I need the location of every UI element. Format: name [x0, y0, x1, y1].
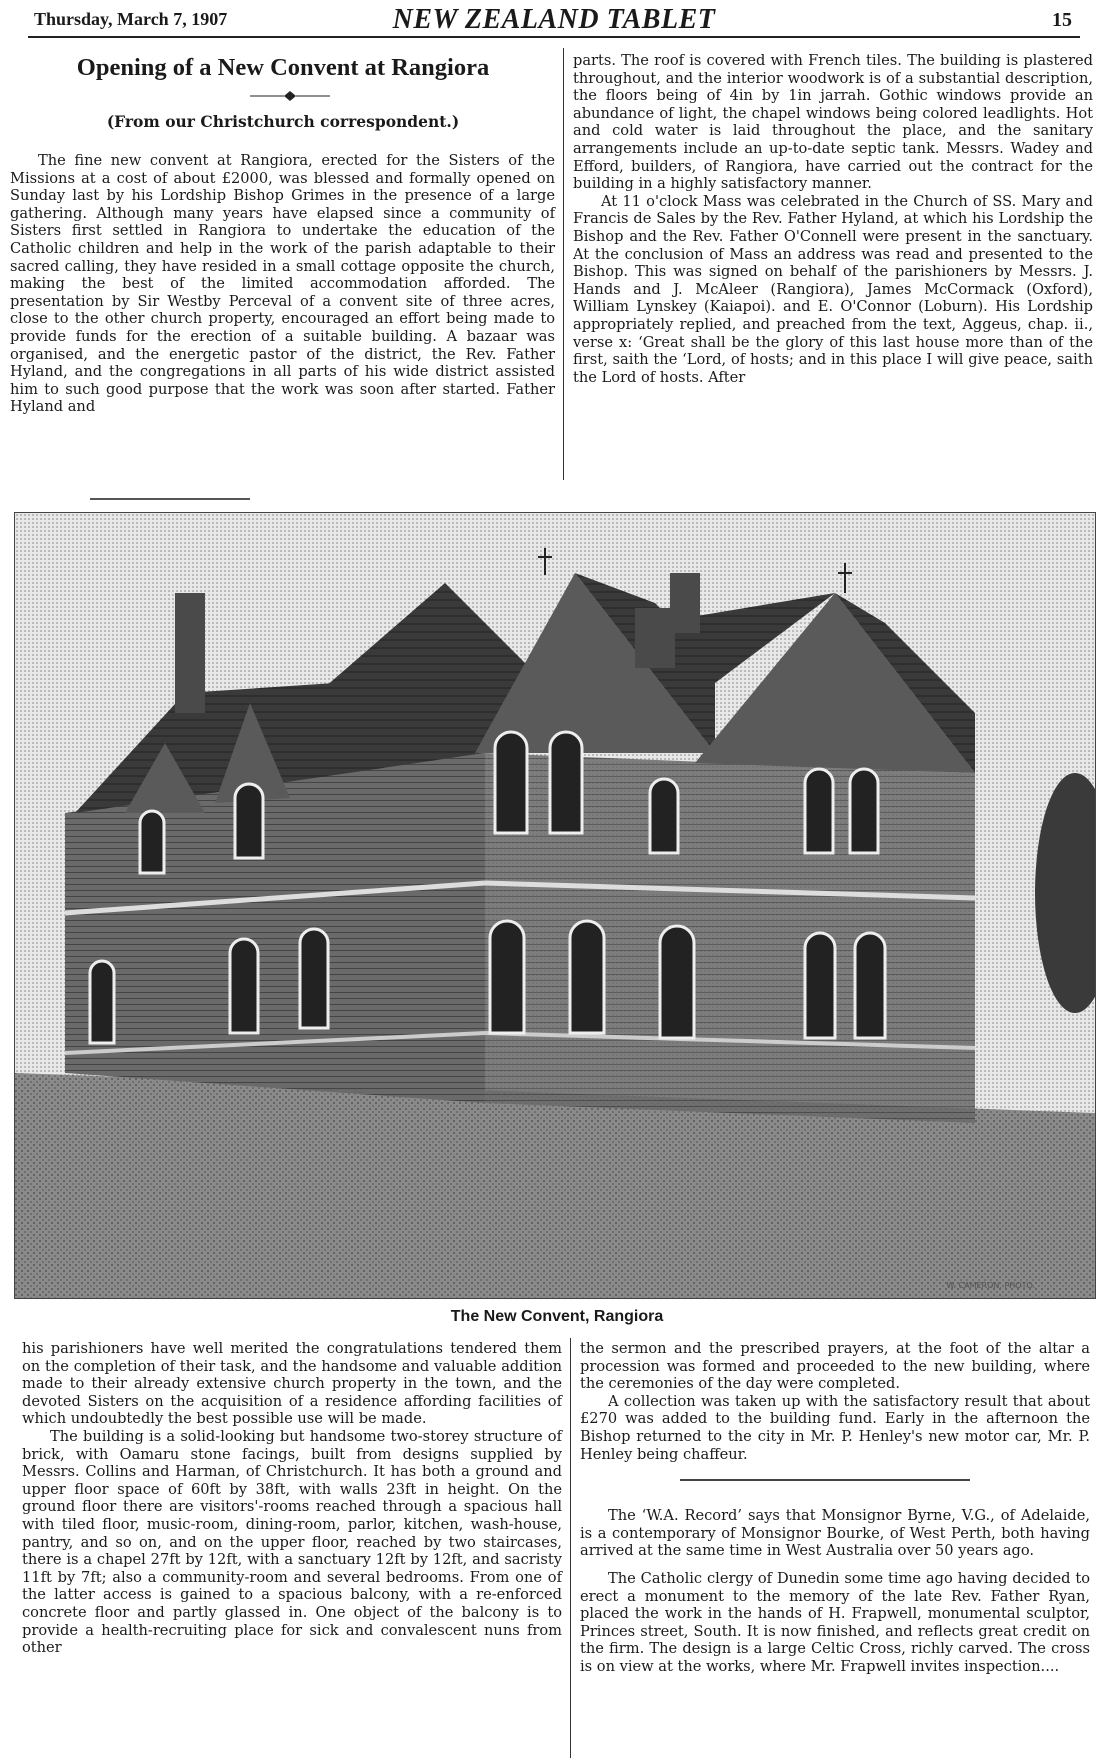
- convent-building-image: [15, 513, 1095, 1298]
- paragraph: The Catholic clergy of Dunedin some time ago having decided to erect a monument to the memory of the late Rev. Father Ryan, placed the work in the hands of H. Frapwell, monumental sculptor, Princes street, South. It is now finished, and reflects great credit on the firm. The design is a large Celtic Cross, richly carved. The cross is on view at the works, where Mr. Frapwell invites inspection....: [580, 1569, 1090, 1675]
- column-divider: [570, 1338, 571, 1758]
- article-byline: (From our Christchurch correspondent.): [106, 112, 460, 131]
- article-headline: Opening of a New Convent at Rangiora: [76, 54, 490, 81]
- paragraph: The building is a solid-looking but handsome two-storey structure of brick, with Oamaru stone facings, built from designs supplied by Messrs. Collins and Harman, of Christchurch. It has both a ground and upper floor space of 60ft by 38ft, with walls 23ft in height. On the ground floor there are visitors'-rooms reached through a spacious hall with tiled floor, music-room, dining-room, parlor, kitchen, wash-house, pantry, and so on, and on the upper floor, reached by two staircases, there is a chapel 27ft by 12ft, with a sanctuary 12ft by 12ft, and sacristy 11ft by 7ft; also a community-room and several bedrooms. From one of the latter access is gained to a spacious balcony, with a re-enforced concrete floor and partly glassed in. One object of the balcony is to provide a health-recruiting place for sick and convalescent nuns from other: [22, 1427, 562, 1657]
- column-divider: [563, 48, 564, 480]
- paragraph: The fine new convent at Rangiora, erected for the Sisters of the Missions at a cost of about £2000, was blessed and formally opened on Sunday last by his Lordship Bishop Grimes in the presence of a large gathering. Although many years have elapsed since a community of Sisters first settled in Rangiora to undertake the education of the Catholic children and help in the work of the parish adaptable to their sacred calling, they have resided in a small cottage opposite the church, making the best of the limited accommodation afforded. The presentation by Sir Westby Perceval of a convent site of three acres, close to the other church property, encouraged an effort being made to provide funds for the erection of a suitable building. A bazaar was organised, and the energetic pastor of the district, the Rev. Father Hyland, and the congregations in all parts of his wide district assisted him to such good purpose that the work was soon after started. Father Hyland and: [10, 152, 555, 416]
- paragraph: At 11 o'clock Mass was celebrated in the Church of SS. Mary and Francis de Sales by the Rev. Father Hyland, at which his Lordship the Bishop and the Rev. Father O'Connell were present in the sanctuary. At the conclusion of Mass an address was read and presented to the Bishop. This was signed on behalf of the parishioners by Messrs. J. Hands and J. McAleer (Rangiora), James McCormack (Oxford), William Lynskey (Kaiapoi). and E. O'Connor (Loburn). His Lordship appropriately replied, and preached from the text, Aggeus, chap. ii., verse x: ‘Great shall be the glory of this last house more than of the first, saith the ‘Lord, of hosts; and in this place I will give peace, saith the Lord of hosts. After: [573, 192, 1093, 386]
- paragraph: The ‘W.A. Record’ says that Monsignor Byrne, V.G., of Adelaide, is a contemporary of Monsignor Bourke, of West Perth, both having arrived at the same time in West Australia over 50 years ago.: [580, 1507, 1090, 1560]
- paragraph: parts. The roof is covered with French tiles. The building is plastered throughout, and the interior woodwork is of a substantial description, the floors being of 4in by 1in jarrah. Gothic windows provide an abundance of light, the chapel windows being colored leadlights. Hot and cold water is laid throughout the place, and the sanitary arrangements include an up-to-date septic tank. Messrs. Wadey and Efford, builders, of Rangiora, have carried out the contract for the building in a highly satisfactory manner.: [573, 52, 1093, 193]
- item-separator: [680, 1479, 970, 1481]
- paragraph: his parishioners have well merited the congratulations tendered them on the completion of their task, and the handsome and valuable addition made to their already extensive church property in the town, and the devoted Sisters on the acquisition of a residence affording facilities of which undoubtedly the best possible use will be made.: [22, 1340, 562, 1428]
- article-column-3: [22, 1340, 562, 1657]
- photo-caption: The New Convent, Rangiora: [450, 1308, 664, 1325]
- convent-photograph: [14, 512, 1096, 1299]
- masthead: [28, 4, 1080, 35]
- issue-date: Thursday, March 7, 1907: [34, 9, 228, 29]
- divider-ornament: [250, 91, 330, 101]
- article-column-4: [580, 1340, 1090, 1676]
- article-column-2: [573, 52, 1093, 386]
- section-rule: [90, 498, 250, 500]
- newspaper-title: NEW ZEALAND TABLET: [392, 4, 716, 35]
- paragraph: the sermon and the prescribed prayers, at the foot of the altar a procession was formed and proceeded to the new building, where the ceremonies of the day were completed.: [580, 1340, 1090, 1393]
- page-number: 15: [1052, 9, 1072, 31]
- paragraph: A collection was taken up with the satisfactory result that about £270 was added to the building fund. Early in the afternoon the Bishop returned to the city in Mr. P. Henley's new motor car, Mr. P. Henley being chaffeur.: [580, 1392, 1090, 1463]
- photo-signature: W. CAMERON, PHOTO.: [946, 1281, 1035, 1290]
- article-column-1: [10, 152, 555, 416]
- masthead-rule: [28, 36, 1080, 38]
